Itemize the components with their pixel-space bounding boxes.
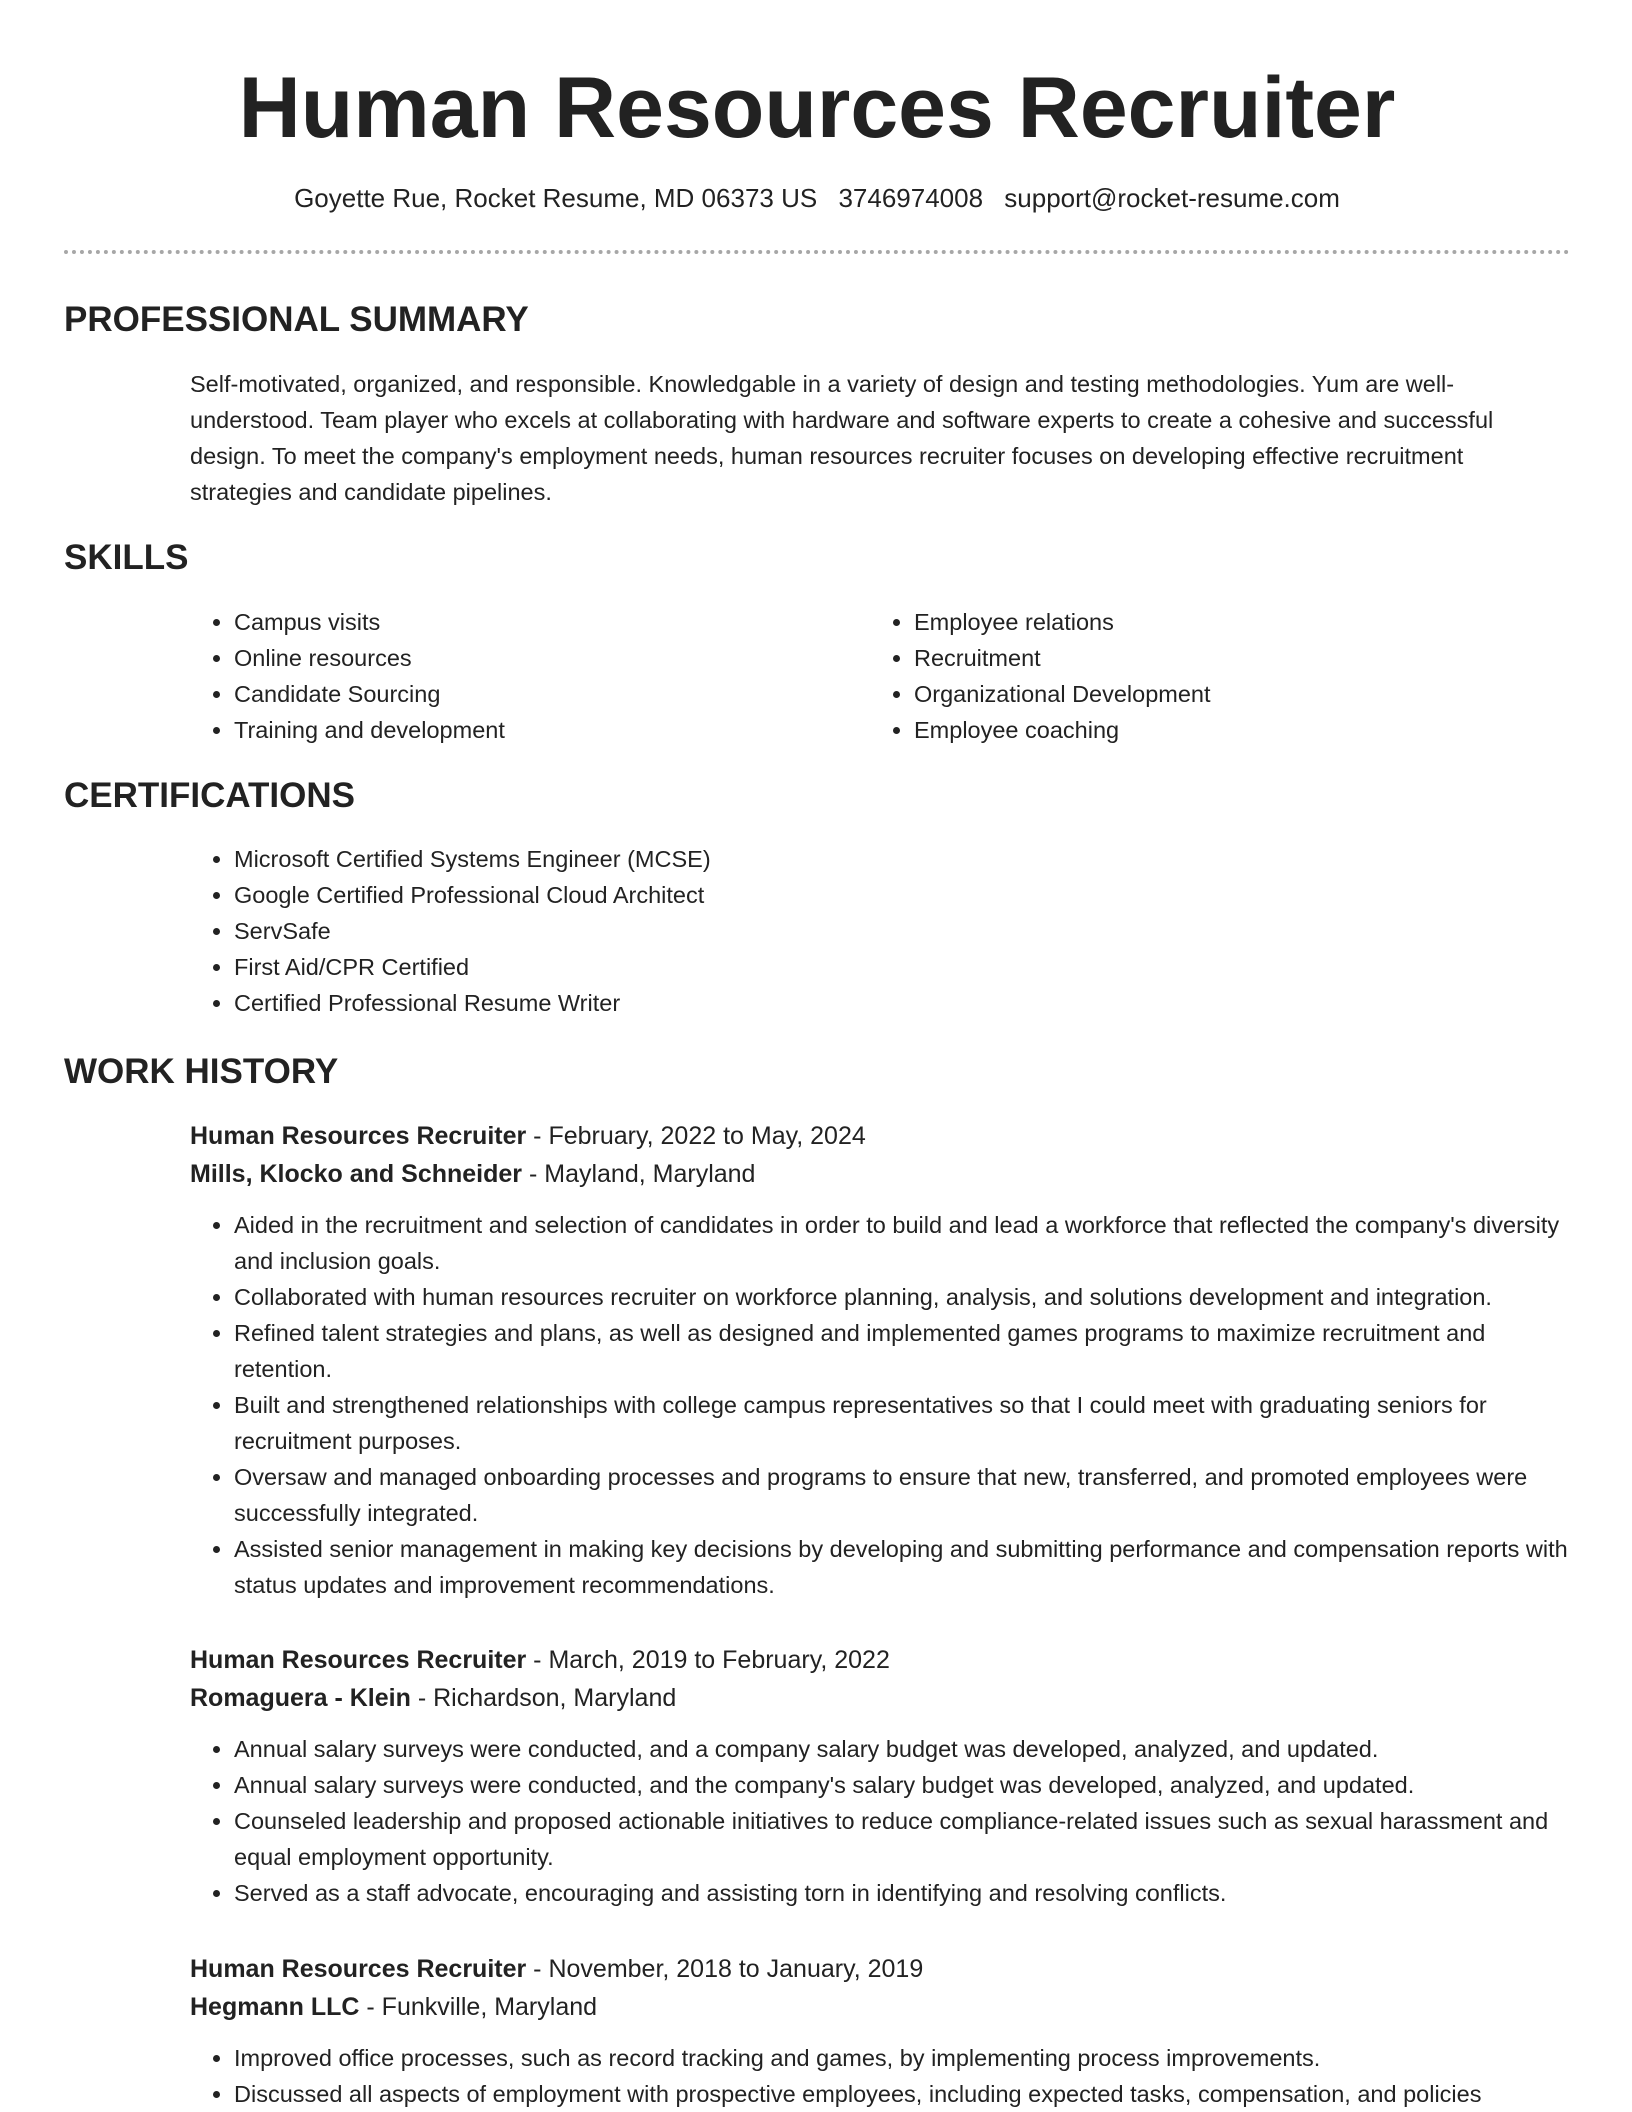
job-role: Human Resources Recruiter <box>190 1646 527 1674</box>
job-bullets <box>190 1207 1570 1603</box>
job-bullet: • Annual salary surveys were conducted, and a company salary budget was developed, analyzed, and updated. <box>234 1731 1570 1767</box>
skill-item: • Online resources <box>234 640 810 676</box>
certification-item: • First Aid/CPR Certified <box>234 949 1190 985</box>
job-entry <box>190 1641 1570 1911</box>
job-location: - Funkville, Maryland <box>359 1993 598 2021</box>
job-role: Human Resources Recruiter <box>190 1955 527 1983</box>
job-bullet: • Annual salary surveys were conducted, and the company's salary budget was developed, analyzed, and updated. <box>234 1767 1570 1803</box>
job-title-line <box>190 1117 1570 1155</box>
skills-list-right <box>870 604 1490 748</box>
job-title-line <box>190 1641 1570 1679</box>
job-bullet: • Discussed all aspects of employment with prospective employees, including expected tasks, compensation, and policies <box>234 2076 1570 2112</box>
contact-line <box>64 181 1570 215</box>
header-divider <box>64 250 1570 254</box>
job-entry <box>190 1117 1570 1603</box>
contact-address: Goyette Rue, Rocket Resume, MD 06373 US <box>294 183 818 213</box>
resume-page <box>64 0 1570 2107</box>
job-location: - Mayland, Maryland <box>522 1160 756 1188</box>
job-bullet: • Oversaw and managed onboarding processes and programs to ensure that new, transferred, and promoted employees were successfully integrated. <box>234 1459 1570 1531</box>
job-role: Human Resources Recruiter <box>190 1122 527 1150</box>
job-bullet: • Counseled leadership and proposed actionable initiatives to reduce compliance-related issues such as sexual harassment and equal employment opportunity. <box>234 1803 1570 1875</box>
certification-item: • Microsoft Certified Systems Engineer (MCSE) <box>234 841 1190 877</box>
certifications-heading: CERTIFICATIONS <box>64 776 356 815</box>
certification-item: • ServSafe <box>234 913 1190 949</box>
skills-list-left <box>190 604 810 748</box>
resume-name: Human Resources Recruiter <box>238 60 1396 156</box>
job-bullets <box>190 1731 1570 1911</box>
job-bullet: • Refined talent strategies and plans, as well as designed and implemented games programs to maximize recruitment and retention. <box>234 1315 1570 1387</box>
skills-column-left <box>190 604 810 748</box>
job-company: Hegmann LLC <box>190 1993 360 2021</box>
contact-email: support@rocket-resume.com <box>1004 183 1340 213</box>
certification-item: • Certified Professional Resume Writer <box>234 985 1190 1021</box>
job-company: Mills, Klocko and Schneider <box>190 1160 523 1188</box>
job-company: Romaguera - Klein <box>190 1684 411 1712</box>
summary-text: Self-motivated, organized, and responsible. Knowledgable in a variety of design and testing methodologies. Yum are well-understood. Team player who excels at collaborating with hardware and software experts to create a cohesive and successful design. To meet the company's employment needs, human resources recruiter focuses on developing effective recruitment strategies and candidate pipelines. <box>190 371 1494 505</box>
job-entry <box>190 1950 1570 2112</box>
skills-column-right <box>870 604 1490 748</box>
job-dates: - March, 2019 to February, 2022 <box>526 1646 890 1674</box>
job-bullets <box>190 2040 1570 2112</box>
skill-item: • Campus visits <box>234 604 810 640</box>
skill-item: • Employee coaching <box>914 712 1490 748</box>
job-dates: - November, 2018 to January, 2019 <box>526 1955 924 1983</box>
skill-item: • Candidate Sourcing <box>234 676 810 712</box>
job-company-line <box>190 1155 1570 1193</box>
summary-heading: PROFESSIONAL SUMMARY <box>64 300 529 339</box>
job-bullet: • Improved office processes, such as record tracking and games, by implementing process improvements. <box>234 2040 1570 2076</box>
job-location: - Richardson, Maryland <box>410 1684 677 1712</box>
skills-heading: SKILLS <box>64 538 189 577</box>
certifications-list <box>190 841 1190 1021</box>
job-dates: - February, 2022 to May, 2024 <box>526 1122 866 1150</box>
work-history-heading: WORK HISTORY <box>64 1052 339 1091</box>
contact-phone: 3746974008 <box>838 183 984 213</box>
certifications-block <box>190 841 1190 1021</box>
job-company-line <box>190 1988 1570 2026</box>
job-title-line <box>190 1950 1570 1988</box>
skill-item: • Employee relations <box>914 604 1490 640</box>
skill-item: • Organizational Development <box>914 676 1490 712</box>
skill-item: • Training and development <box>234 712 810 748</box>
certification-item: • Google Certified Professional Cloud Architect <box>234 877 1190 913</box>
skill-item: • Recruitment <box>914 640 1490 676</box>
job-company-line <box>190 1679 1570 1717</box>
job-bullet: • Assisted senior management in making key decisions by developing and submitting performance and compensation reports with status updates and improvement recommendations. <box>234 1531 1570 1603</box>
job-bullet: • Built and strengthened relationships with college campus representatives so that I could meet with graduating seniors for recruitment purposes. <box>234 1387 1570 1459</box>
job-bullet: • Collaborated with human resources recruiter on workforce planning, analysis, and solutions development and integration. <box>234 1279 1570 1315</box>
job-bullet: • Aided in the recruitment and selection of candidates in order to build and lead a workforce that reflected the company's diversity and inclusion goals. <box>234 1207 1570 1279</box>
job-bullet: • Served as a staff advocate, encouraging and assisting torn in identifying and resolving conflicts. <box>234 1875 1570 1911</box>
